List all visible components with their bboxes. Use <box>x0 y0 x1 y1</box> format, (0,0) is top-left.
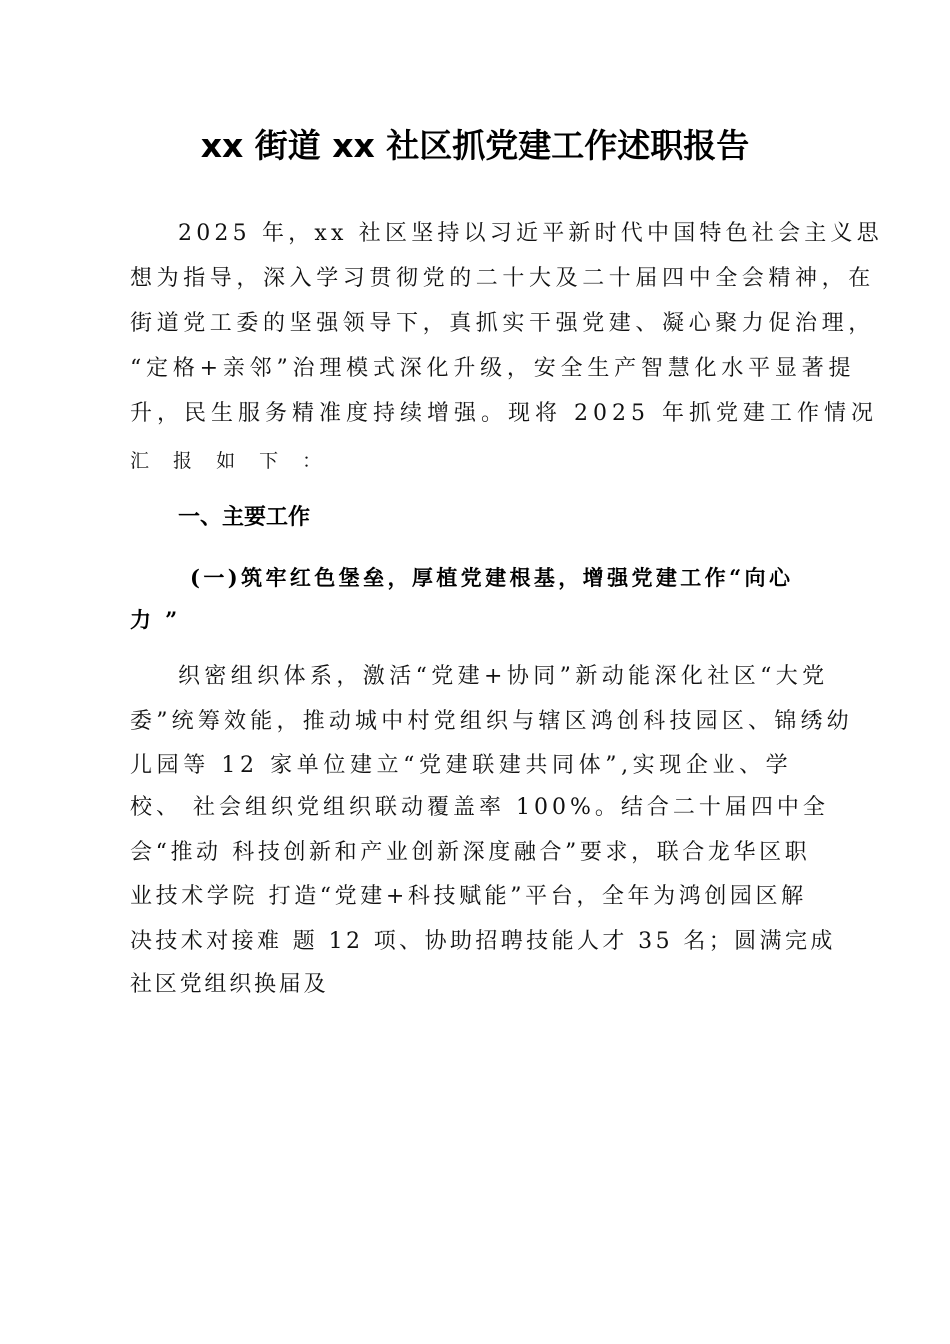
paragraph-line: 会“推动 科技创新和产业创新深度融合”要求，联合龙华区职 <box>130 840 811 865</box>
paragraph-line: 汇 报 如 下 ： <box>130 450 331 472</box>
paragraph-line: 街道党工委的坚强领导下，真抓实干强党建、凝心聚力促治理， <box>130 311 875 336</box>
paragraph-line: “定格+亲邻”治理模式深化升级，安全生产智慧化水平显著提 <box>130 356 856 381</box>
paragraph-line: 委”统筹效能，推动城中村党组织与辖区鸿创科技园区、锦绣幼 <box>130 709 853 734</box>
paragraph-line: 校、 社会组织党组织联动覆盖率 100%。结合二十届四中全 <box>130 795 829 820</box>
paragraph-line: 业技术学院 打造“党建+科技赋能”平台，全年为鸿创园区解 <box>130 884 807 909</box>
paragraph-line: 社区党组织换届及 <box>130 972 329 997</box>
subsection-heading-line: (一)筑牢红色堡垒，厚植党建根基，增强党建工作“向心 <box>190 565 794 590</box>
paragraph-line: 想为指导，深入学习贯彻党的二十大及二十届四中全会精神，在 <box>130 266 875 291</box>
document-title: xx 街道 xx 社区抓党建工作述职报告 <box>200 126 750 165</box>
paragraph-line: 儿园等 12 家单位建立“党建联建共同体”,实现企业、学 <box>130 753 793 778</box>
section-heading: 一、主要工作 <box>178 505 311 530</box>
paragraph-line: 织密组织体系，激活“党建+协同”新动能深化社区“大党 <box>178 664 829 689</box>
subsection-heading-line: 力 ” <box>130 607 181 632</box>
paragraph-line: 2025 年，xx 社区坚持以习近平新时代中国特色社会主义思 <box>178 221 883 246</box>
paragraph-line: 升，民生服务精准度持续增强。现将 2025 年抓党建工作情况 <box>130 401 878 426</box>
paragraph-line: 决技术对接难 题 12 项、协助招聘技能人才 35 名；圆满完成 <box>130 929 836 954</box>
